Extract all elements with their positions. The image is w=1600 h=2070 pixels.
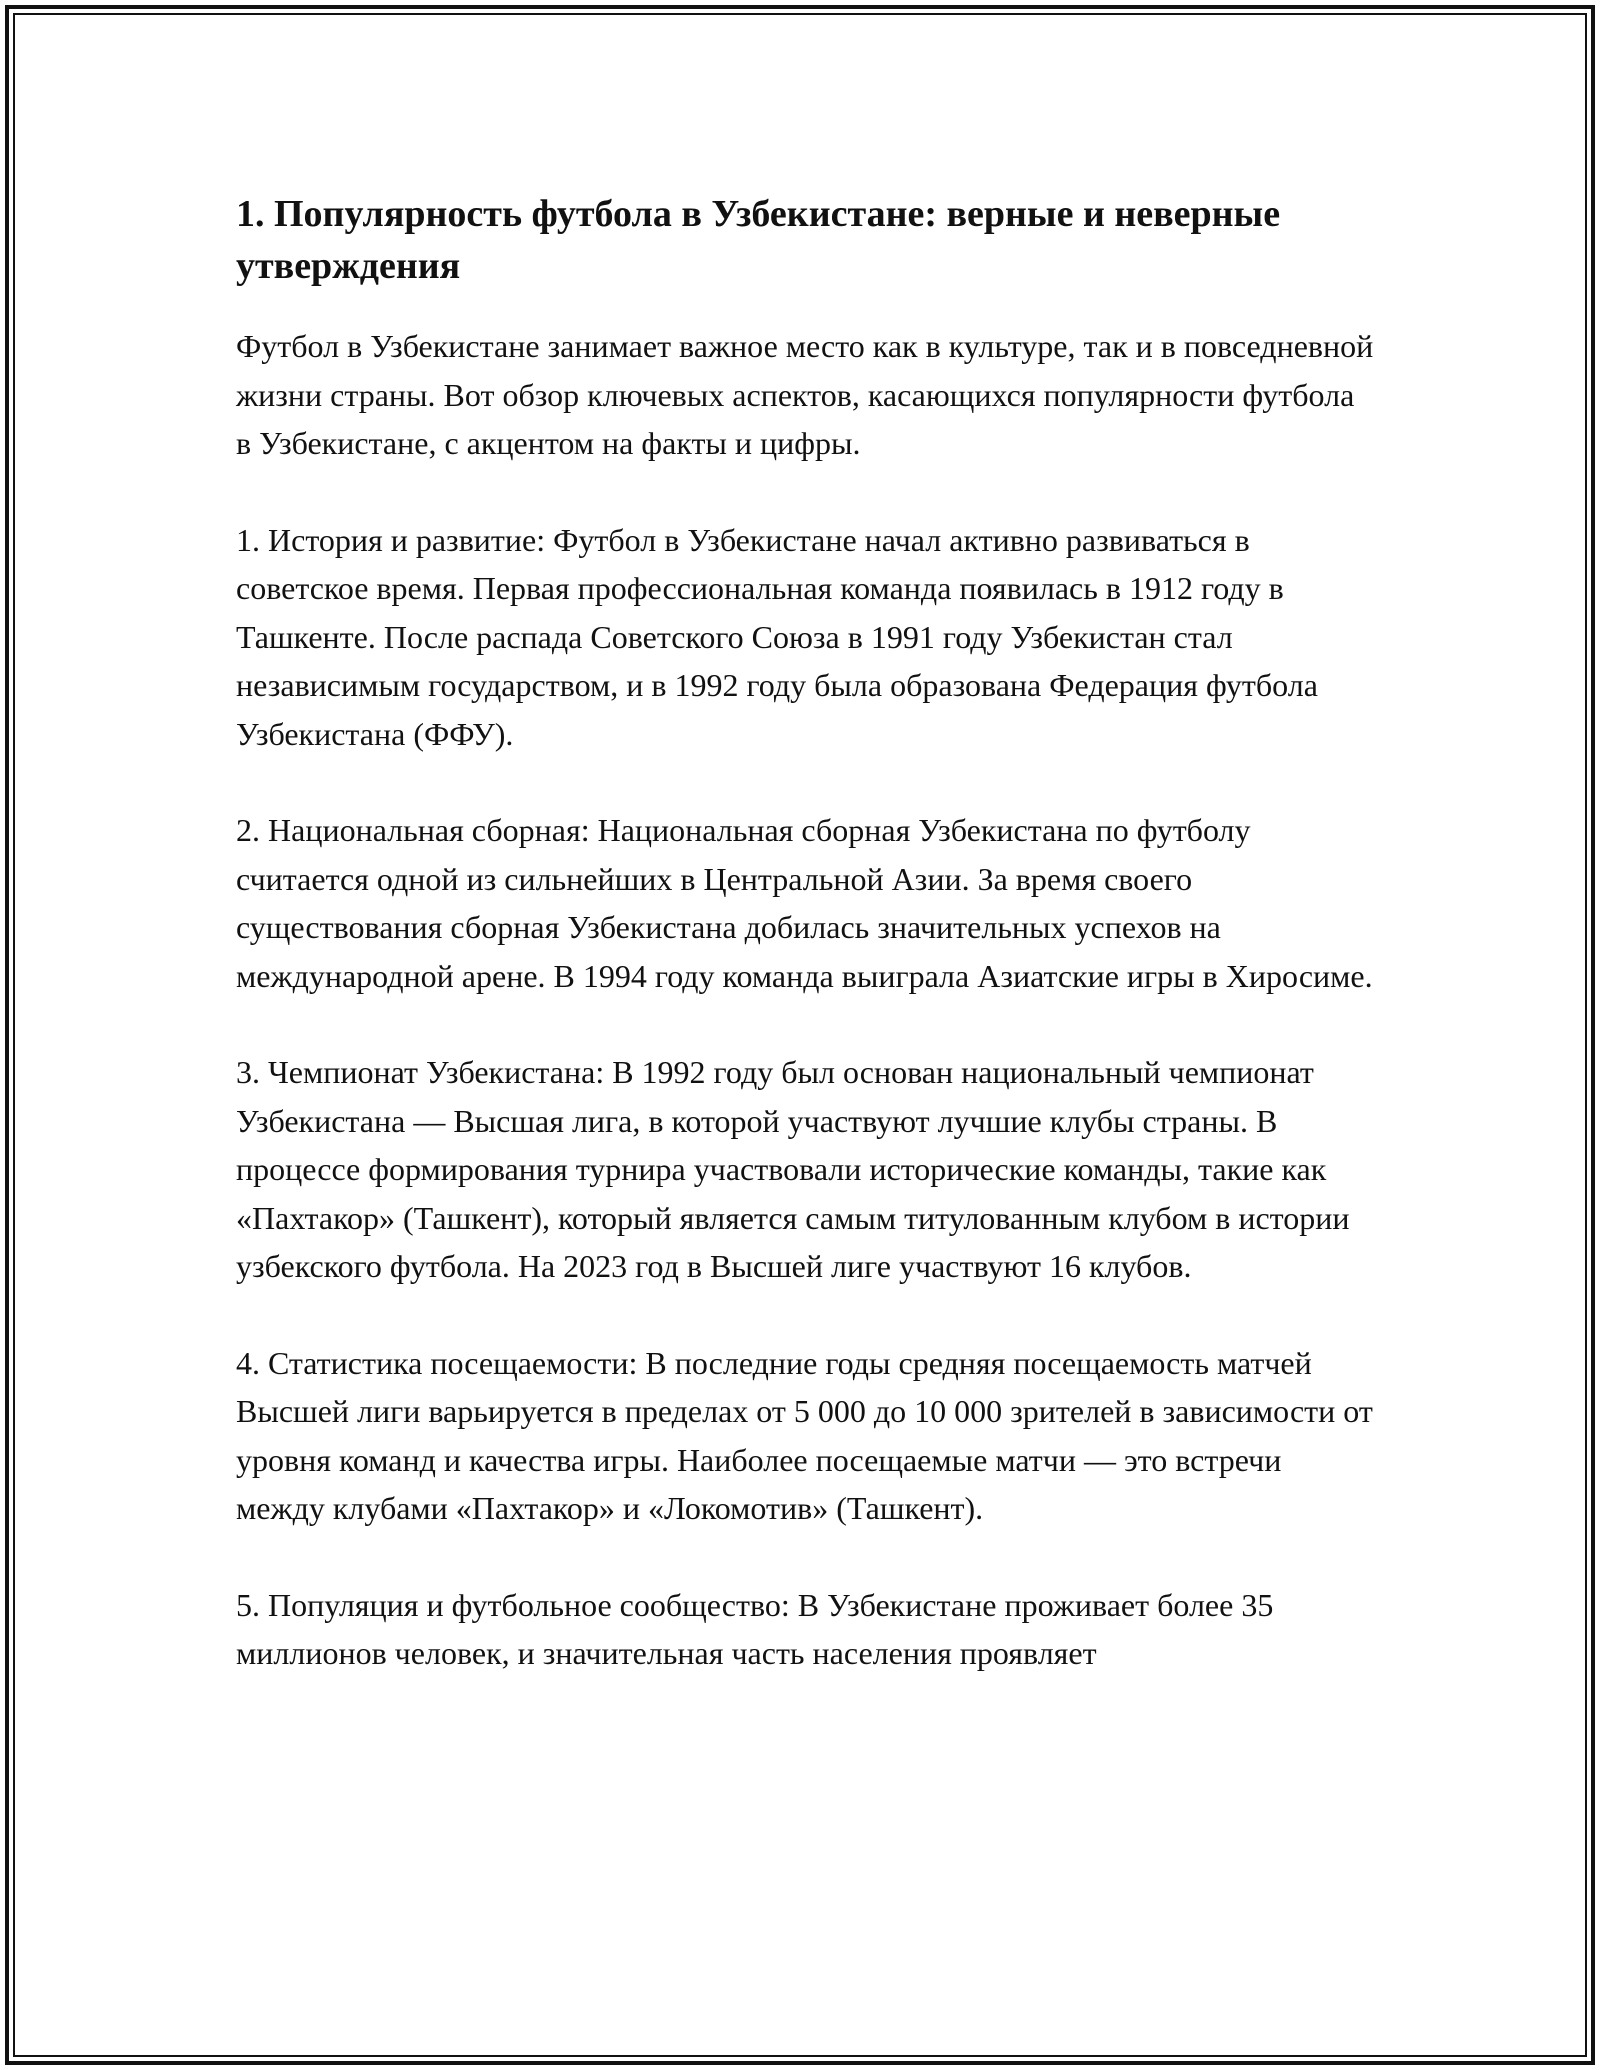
paragraph-attendance: 4. Статистика посещаемости: В последние годы средняя посещаемость матчей Высшей лиги варьируется в пределах от 5 000 до 10 000 зрителей в зависимости от уровня команд и качества игры. Наиболее посещаемые матчи — это встречи между клубами «Пахтакор» и «Локомотив» (Ташкент). [236, 1344, 1373, 1526]
paragraph-national-team: 2. Национальная сборная: Национальная сборная Узбекистана по футболу считается одной из сильнейших в Центральной Азии. За время своего существования сборная Узбекистана добилась значительных успехов на международной арене. В 1994 году команда выиграла Азиатские игры в Хиросиме. [236, 812, 1373, 994]
paragraph-population: 5. Популяция и футбольное сообщество: В Узбекистане проживает более 35 миллионов человек, и значительная часть населения проявляет [236, 1586, 1274, 1671]
document-body [236, 188, 1376, 1726]
document-title: 1. Популярность футбола в Узбекистане: верные и неверные утверждения [236, 193, 1281, 287]
paragraph-history: 1. История и развитие: Футбол в Узбекистане начал активно развиваться в советское время. Первая профессиональная команда появилась в 1912 году в Ташкенте. После распада Советского Союза в 1991 году Узбекистан стал независимым государством, и в 1992 году была образована Федерация футбола Узбекистана (ФФУ). [236, 521, 1318, 752]
paragraph-championship: 3. Чемпионат Узбекистана: В 1992 году был основан национальный чемпионат Узбекистана — Высшая лига, в которой участвуют лучшие клубы страны. В процессе формирования турнира участвовали исторические команды, такие как «Пахтакор» (Ташкент), который является самым титулованным клубом в истории узбекского футбола. На 2023 год в Высшей лиге участвуют 16 клубов. [236, 1054, 1350, 1284]
intro-paragraph: Футбол в Узбекистане занимает важное место как в культуре, так и в повседневной жизни страны. Вот обзор ключевых аспектов, касающихся популярности футбола в Узбекистане, с акцентом на факты и цифры. [236, 328, 1374, 461]
